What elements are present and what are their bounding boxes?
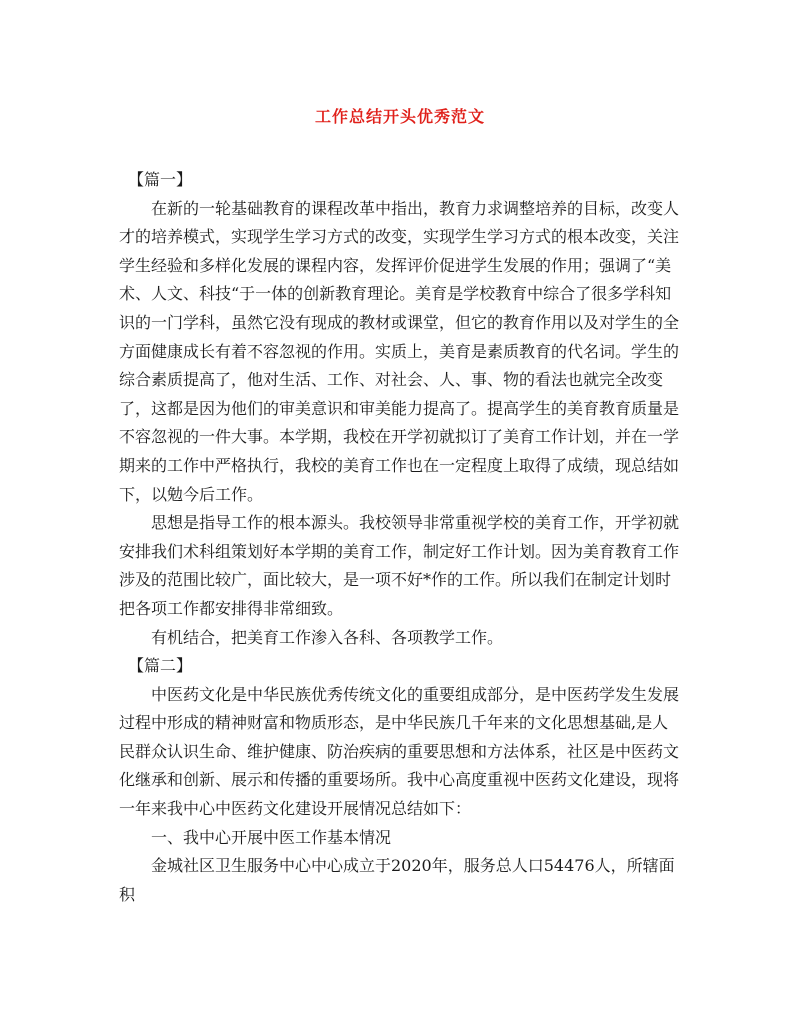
section-label-2: 【篇二】 <box>128 656 193 676</box>
section-label-1: 【篇一】 <box>128 170 193 189</box>
section-heading: 一、我中心开展中医工作基本情况 <box>151 827 392 847</box>
paragraph: 在新的一轮基础教育的课程改革中指出，教育力求调整培养的目标，改变人才的培养模式，实现学生学习方式的改变，实现学生学习方式的根本改变，关注学生经验和多样化发展的课程内容，发挥评价促进学生发展的作用；强调了“美术、人文、科技“于一体的创新教育理论。美育是学校教育中综合了很多学科知识的一门学科，虽然它没有现成的教材或课堂，但它的教育作用以及对学生的全方面健康成长有着不容忽视的作用。实质上，美育是素质教育的代名词。学生的综合素质提高了，他对生活、工作、对社会、人、事、物的看法也就完全改变了，这都是因为他们的审美意识和审美能力提高了。提高学生的美育教育质量是不容忽视的一件大事。本学期，我校在开学初就拟订了美育工作计划，并在一学期来的工作中严格执行，我校的美育工作也在一定程度上取得了成绩，现总结如下，以勉今后工作。 <box>119 198 680 504</box>
document-title: 工作总结开头优秀范文 <box>314 107 485 126</box>
paragraph: 金城社区卫生服务中心中心成立于2020年，服务总人口54476人，所辖面积 <box>119 856 675 904</box>
paragraph: 有机结合，把美育工作渗入各科、各项教学工作。 <box>151 627 504 647</box>
paragraph: 思想是指导工作的根本源头。我校领导非常重视学校的美育工作，开学初就安排我们术科组策划好本学期的美育工作，制定好工作计划。因为美育教育工作涉及的范围比较广，面比较大，是一项不好*作的工作。所以我们在制定计划时把各项工作都安排得非常细致。 <box>119 513 680 618</box>
document-body <box>119 166 681 909</box>
paragraph: 中医药文化是中华民族优秀传统文化的重要组成部分，是中医药学发生发展过程中形成的精神财富和物质形态，是中华民族几千年来的文化思想基础,是人民群众认识生命、维护健康、防治疾病的重要思想和方法体系，社区是中医药文化继承和创新、展示和传播的重要场所。我中心高度重视中医药文化建设，现将一年来我中心中医药文化建设开展情况总结如下： <box>119 684 680 819</box>
